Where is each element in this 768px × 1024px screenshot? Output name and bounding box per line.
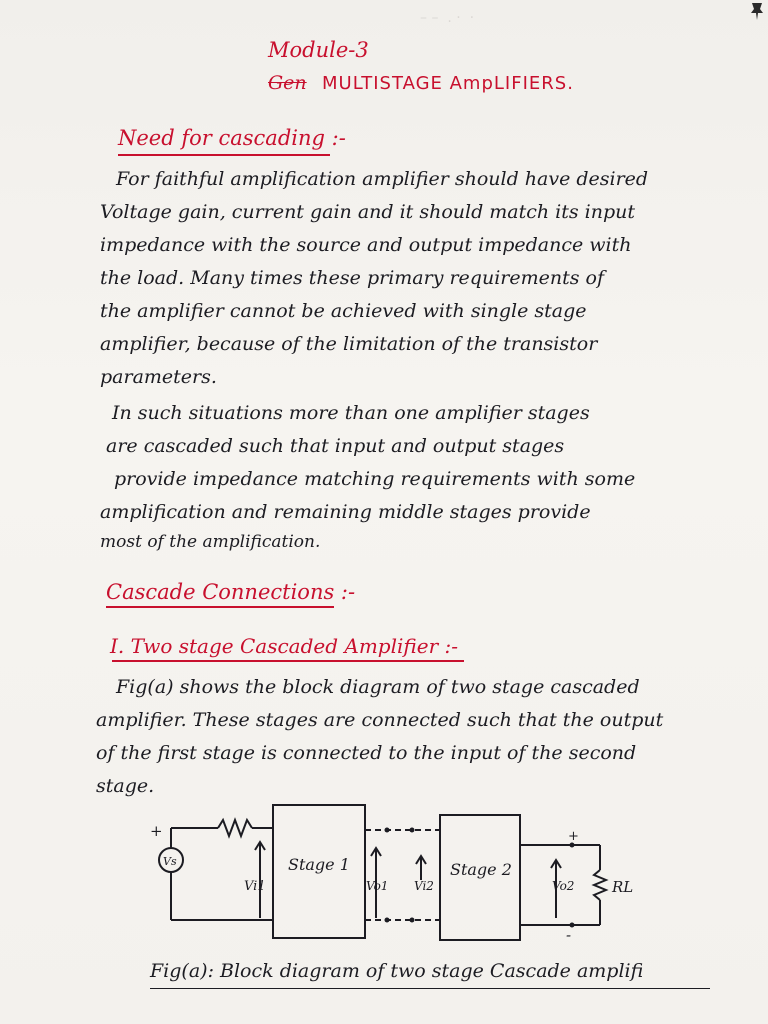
output-plus: + (568, 829, 579, 844)
paragraph-two-stage (96, 676, 736, 806)
text-line: parameters. (100, 366, 217, 388)
paragraph-cascading (100, 402, 730, 562)
source-label: Vs (163, 855, 177, 868)
text-line: impedance with the source and output impedance with (100, 234, 632, 256)
heading-underline (118, 154, 330, 156)
block-diagram (0, 800, 768, 950)
text-line: amplifier. These stages are connected such that the output (96, 709, 664, 731)
text-line: amplifier, because of the limitation of the transistor (100, 333, 598, 355)
source-plus: + (150, 822, 163, 840)
text-line: Voltage gain, current gain and it should match its input (100, 201, 636, 223)
section-heading-cascade-connections: Cascade Connections :- (106, 580, 356, 604)
module-label: Module-3 (268, 38, 369, 62)
stage1-label: Stage 1 (288, 855, 350, 874)
text-line: For faithful amplification amplifier should have desired (116, 168, 649, 190)
section-heading-need-for-cascading: Need for cascading :- (118, 126, 346, 150)
load-resistor-icon (594, 870, 606, 900)
page-title: MULTISTAGE AmpLIFIERS. (322, 73, 574, 94)
paragraph-need (100, 168, 730, 398)
text-line: the amplifier cannot be achieved with single stage (100, 300, 587, 322)
heading-underline (106, 606, 334, 608)
output-minus: - (566, 926, 572, 944)
text-line: most of the amplification. (100, 532, 321, 552)
text-line: provide impedance matching requirements with some (114, 468, 636, 490)
vi2-label: Vi2 (414, 879, 434, 893)
text-line: are cascaded such that input and output stages (106, 435, 565, 457)
pushpin-icon (746, 0, 768, 22)
figure-caption: Fig(a): Block diagram of two stage Cascade amplifi (150, 960, 644, 982)
struck-word: Gen (268, 72, 307, 94)
load-label: RL (612, 878, 634, 896)
text-line: stage. (96, 775, 155, 797)
vi1-label: Vi1 (244, 879, 266, 894)
text-line: In such situations more than one amplifier stages (112, 402, 590, 424)
text-line: the load. Many times these primary requirements of (100, 267, 604, 289)
text-line: Fig(a) shows the block diagram of two stage cascaded (116, 676, 640, 698)
subheading-underline (112, 660, 464, 662)
bleed-through-text: – – . · · (420, 10, 475, 26)
source-resistor-icon (218, 820, 252, 836)
vo2-label: Vo2 (552, 879, 575, 893)
text-line: of the first stage is connected to the input of the second (96, 742, 637, 764)
caption-underline (150, 988, 710, 989)
subheading-two-stage: I. Two stage Cascaded Amplifier :- (110, 634, 458, 658)
vo1-label: Vo1 (366, 879, 389, 893)
stage2-label: Stage 2 (450, 860, 512, 879)
text-line: amplification and remaining middle stages provide (100, 501, 591, 523)
